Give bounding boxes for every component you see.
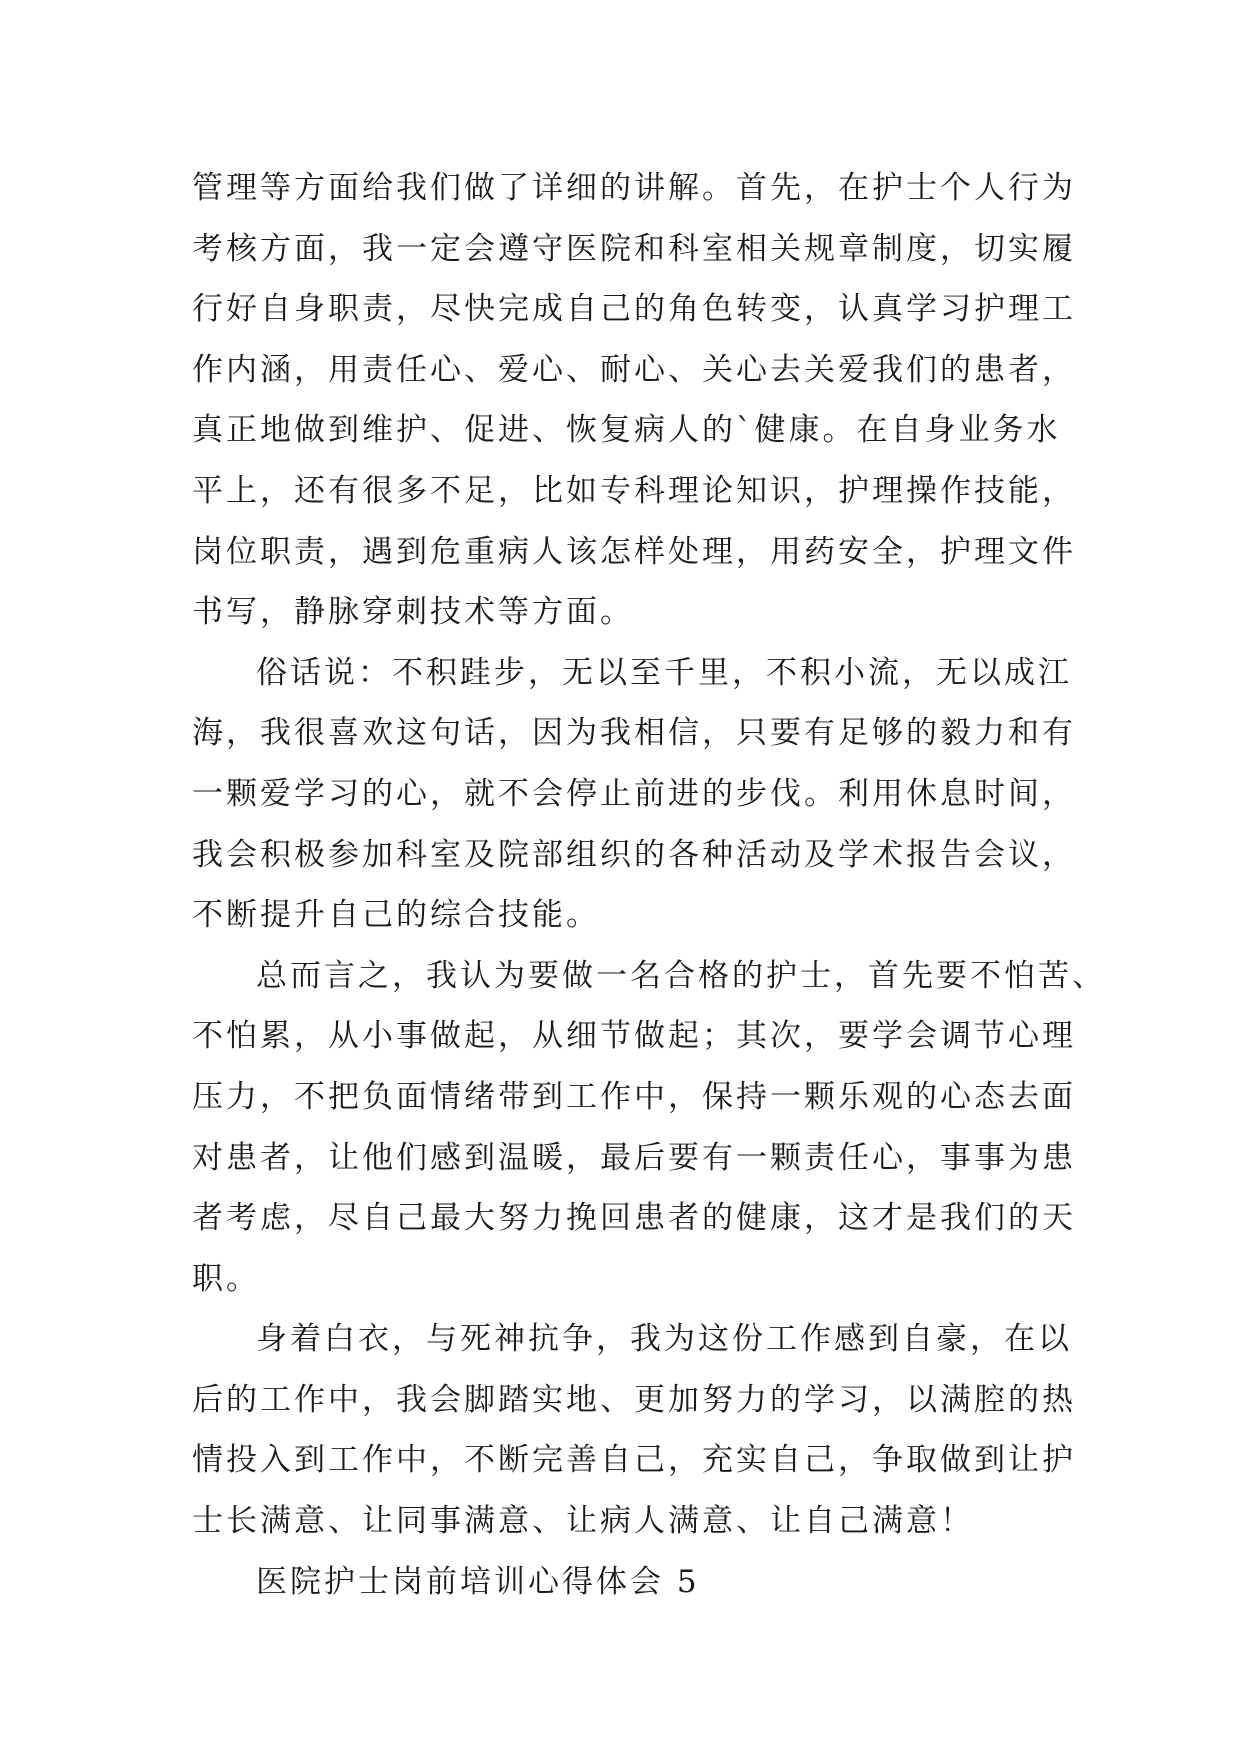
document-body [192, 158, 1106, 1612]
text-line: 一颗爱学习的心，就不会停止前进的步伐。利用休息时间， [192, 775, 1076, 812]
text-line: 海，我很喜欢这句话，因为我相信，只要有足够的毅力和有 [192, 715, 1076, 752]
text-line: 不怕累，从小事做起，从细节做起；其次，要学会调节心理 [192, 1018, 1076, 1055]
text-line: 考核方面，我一定会遵守医院和科室相关规章制度，切实履 [192, 230, 1076, 267]
text-line: 对患者，让他们感到温暖，最后要有一颗责任心，事事为患 [192, 1139, 1076, 1176]
section-heading: 医院护士岗前培训心得体会 5 [256, 1563, 700, 1600]
text-line: 职。 [192, 1260, 260, 1297]
text-line: 平上，还有很多不足，比如专科理论知识，护理操作技能， [192, 472, 1076, 509]
text-line: 作内涵，用责任心、爱心、耐心、关心去关爱我们的患者， [192, 351, 1076, 388]
text-line: 书写，静脉穿刺技术等方面。 [192, 594, 634, 631]
text-line: 我会积极参加科室及院部组织的各种活动及学术报告会议， [192, 836, 1076, 873]
text-line: 岗位职责，遇到危重病人该怎样处理，用药安全，护理文件 [192, 533, 1076, 570]
paragraph-start-line: 总而言之，我认为要做一名合格的护士，首先要不怕苦、 [256, 957, 1106, 994]
text-line: 情投入到工作中，不断完善自己，充实自己，争取做到让护 [192, 1442, 1076, 1479]
text-line: 后的工作中，我会脚踏实地、更加努力的学习，以满腔的热 [192, 1381, 1076, 1418]
text-line: 者考虑，尽自己最大努力挽回患者的健康，这才是我们的天 [192, 1200, 1076, 1237]
text-line: 管理等方面给我们做了详细的讲解。首先，在护士个人行为 [192, 170, 1076, 206]
paragraph-start-line: 俗话说：不积跬步，无以至千里，不积小流，无以成江 [256, 654, 1072, 691]
text-line: 不断提升自己的综合技能。 [192, 897, 600, 934]
text-line: 真正地做到维护、促进、恢复病人的`健康。在自身业务水 [192, 412, 1061, 449]
text-line: 压力，不把负面情绪带到工作中，保持一颗乐观的心态去面 [192, 1078, 1076, 1115]
text-line: 士长满意、让同事满意、让病人满意、让自己满意！ [192, 1503, 974, 1540]
text-line: 行好自身职责，尽快完成自己的角色转变，认真学习护理工 [192, 291, 1076, 328]
paragraph-start-line: 身着白衣，与死神抗争，我为这份工作感到自豪，在以 [256, 1321, 1072, 1358]
